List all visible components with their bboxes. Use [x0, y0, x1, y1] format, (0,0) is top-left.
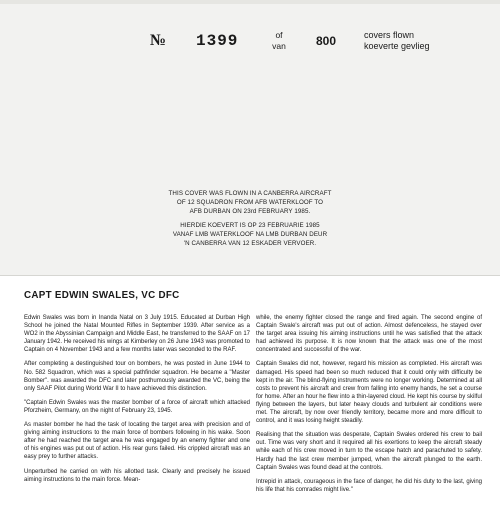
paragraph: As master bomber he had the task of locating the target area with precision and of giving aiming instructions to the main force of bombers following in his wake. Soon after he had reached the target area he was engaged by an enemy fighter and one of his engines was put out of action. His rear guns failed. His crippled aircraft was an easy prey to further attacks.	[24, 422, 250, 461]
paragraph: Unperturbed he carried on with his allotted task. Clearly and precisely he issued aiming instructions to the main force. Mean-	[24, 468, 250, 483]
notice-en-line: OF 12 SQUADRON FROM AFB WATERKLOOF TO	[176, 199, 324, 206]
notice-af-line: VANAF LMB WATERKLOOF NA LMB DURBAN DEUR	[172, 231, 328, 238]
right-column	[256, 314, 482, 500]
notice-en-line: AFB DURBAN ON 23rd FEBRUARY 1985.	[189, 208, 311, 215]
covers-flown-label	[364, 30, 430, 52]
flown-af: koeverte gevlieg	[364, 41, 430, 51]
insert-card	[0, 277, 500, 523]
notice-en-line: THIS COVER WAS FLOWN IN A CANBERRA AIRCRAFT	[168, 190, 332, 197]
cover-number-row	[150, 30, 490, 54]
notice-af-line: HIERDIE KOEVERT IS OP 23 FEBRUARIE 1985	[180, 222, 320, 229]
paragraph: while, the enemy fighter closed the range and fired again. The second engine of Captain Swale's aircraft was put out of action. Almost defenceless, he stayed over the target area issuing his aiming instructions until he was satisfied that the attack had achieved its purpose. It is now known that the attack was one of the most concentrated and successful of the war.	[256, 315, 482, 354]
notice-afrikaans	[0, 221, 500, 248]
envelope-edge	[0, 0, 500, 4]
paragraph: "Captain Edwin Swales was the master bomber of a force of aircraft which attacked Pforzheim, Germany, on the night of February 23, 1945.	[24, 399, 250, 414]
paragraph: Captain Swales did not, however, regard his mission as completed. His aircraft was damaged. His speed had been so much reduced that it could only with difficulty be kept in the air. The blind-flying instruments were no longer working. Determined at all costs to prevent his aircraft and crew from falling into enemy hands, he set a course for home. After an hour he flew into a thin-layered cloud. He kept his course by skilful flying between the layers, but later heavy clouds and turbulent air conditions were met. The aircraft, by now over friendly territory, became more and more difficult to control, and it was losing height steadily.	[256, 361, 482, 425]
notice-english	[0, 189, 500, 216]
of-label: of	[275, 30, 283, 40]
card-title: CAPT EDWIN SWALES, VC DFC	[24, 290, 180, 301]
van-label: van	[272, 41, 286, 51]
cover-number: 1399	[196, 32, 239, 50]
total-covers: 800	[316, 34, 337, 48]
notice-af-line: 'N CANBERRA VAN 12 ESKADER VERVOER.	[183, 240, 317, 247]
left-column	[24, 314, 250, 490]
paragraph: After completing a destinguished tour on bombers, he was posted in June 1944 to No. 582 Squadron, which was a special pathfinder squadron. He became a "Master Bomber". was awarded the DFC and later posthumously awarded the VC, being the only SAAF Pilot during World War II to have achieved this distinction.	[24, 361, 250, 392]
of-van-label	[268, 30, 290, 52]
paragraph: Intrepid in attack, courageous in the face of danger, he did his duty to the last, giving his life that his comrades might live."	[256, 478, 482, 493]
paragraph: Edwin Swales was born in Inanda Natal on 3 July 1915. Educated at Durban High School he joined the Natal Mounted Rifles in September 1939. After service as a WO2 in the Abyssinian Campaign and Middle East, he transferred to the SAAF on 17 January 1942. He received his wings at Kimberley on 26 June 1943 was promoted to Captain on 4 November 1943 and a few months later was seconded to the RAF.	[24, 315, 250, 354]
flown-en: covers flown	[364, 30, 415, 40]
paragraph: Realising that the situation was desperate, Captain Swales ordered his crew to bail out. Time was very short and it required all his exertions to keep the aircraft steady while each of his crew moved in turn to the escape hatch and parachuted to safety. Hardly had the last crew member jumped, when the aircraft plunged to the earth. Captain Swales was found dead at the controls.	[256, 432, 482, 471]
number-sign: №	[150, 32, 168, 49]
